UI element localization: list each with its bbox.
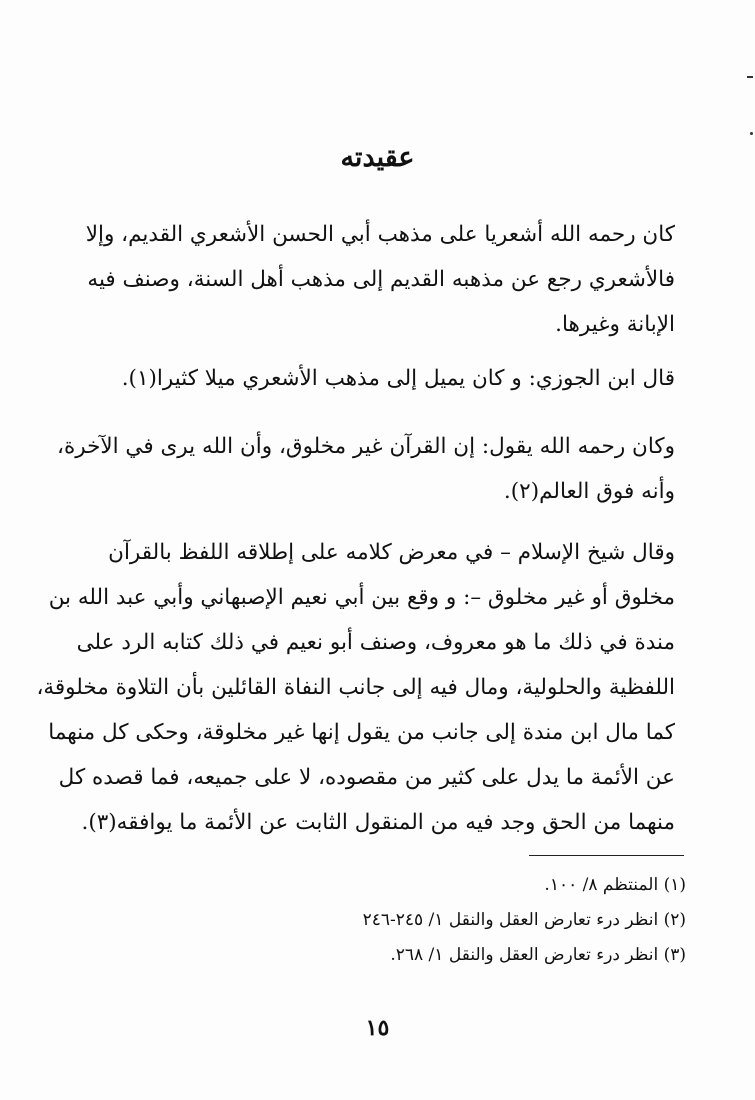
paragraph-line: وأنه فوق العالم(٢). [503, 479, 675, 504]
page-number: ١٥ [365, 1015, 390, 1041]
edge-mark-top [747, 76, 753, 78]
paragraph-line: عن الأئمة ما يدل على كثير من مقصوده، لا على جميعه، فما قصده كل [58, 765, 675, 790]
paragraph-line: اللفظية والحلولية، ومال فيه إلى جانب النفاة القائلين بأن التلاوة مخلوقة، [36, 675, 675, 700]
footnotes [220, 868, 686, 973]
footnote-2: (٢) انظر درء تعارض العقل والنقل ١/ ٢٤٥-٢٤٦ [362, 910, 686, 930]
paragraph-line: مخلوق أو غير مخلوق –: و وقع بين أبي نعيم الإصبهاني وأبي عبد الله بن [48, 585, 675, 610]
paragraph-line: كما مال ابن مندة إلى جانب من يقول إنها غير مخلوقة، وحكى كل منهما [48, 720, 675, 745]
paragraph-2 [93, 356, 675, 401]
paragraph-line: وكان رحمه الله يقول: إن القرآن غير مخلوق، وأن الله يرى في الآخرة، [57, 434, 675, 459]
paragraph-line: كان رحمه الله أشعريا على مذهب أبي الحسن الأشعري القديم، وإلا [85, 222, 675, 247]
paragraph-line: وقال شيخ الإسلام – في معرض كلامه على إطلاقه اللفظ بالقرآن [108, 540, 675, 565]
paragraph-line: الإبانة وغيرها. [555, 312, 675, 337]
paragraph-3 [57, 424, 675, 514]
footnote-1: (١) المنتظم ٨/ ١٠٠. [544, 875, 686, 895]
paragraph-line: منهما من الحق وجد فيه من المنقول الثابت عن الأئمة ما يوافقه(٣). [81, 810, 675, 835]
edge-mark-dot [750, 132, 753, 135]
paragraph-1 [85, 212, 675, 347]
paragraph-line: مندة في ذلك ما هو معروف، وصنف أبو نعيم في ذلك كتابه الرد على [76, 630, 675, 655]
paragraph-line: فالأشعري رجع عن مذهبه القديم إلى مذهب أهل السنة، وصنف فيه [87, 267, 675, 292]
paragraph-4 [36, 530, 675, 845]
paragraph-line: قال ابن الجوزي: و كان يميل إلى مذهب الأشعري ميلا كثيرا(١). [121, 366, 675, 391]
footnote-3: (٣) انظر درء تعارض العقل والنقل ١/ ٢٦٨. [390, 945, 686, 965]
section-title: عقيدته [340, 142, 415, 173]
footnote-divider [529, 855, 684, 856]
